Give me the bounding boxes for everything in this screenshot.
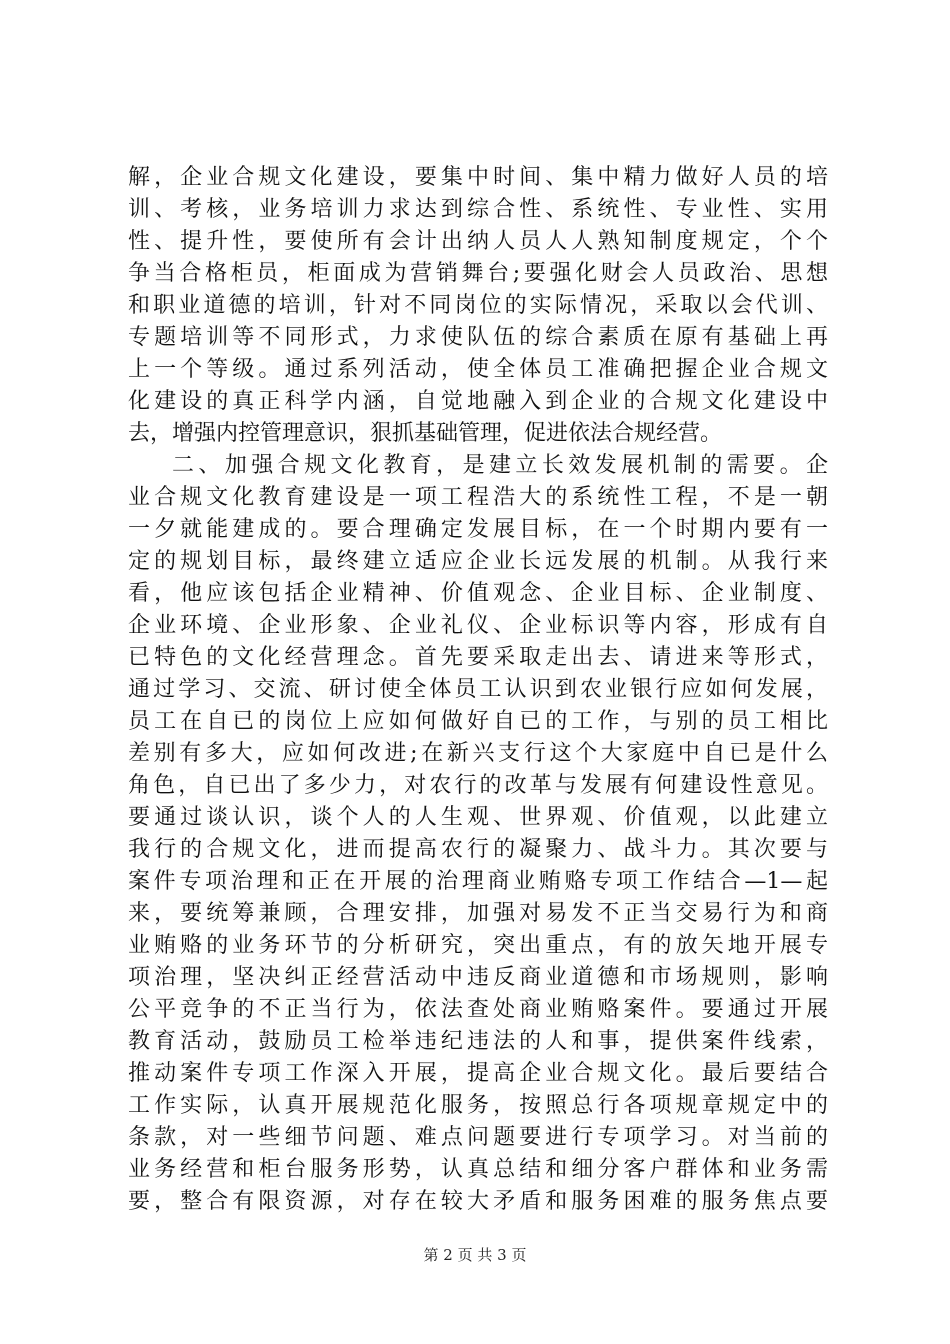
text-line: 去，增强内控管理意识，狠抓基础管理，促进依法合规经营。: [128, 421, 723, 446]
text-line: 工作实际，认真开展规范化服务，按照总行各项规章规定中的: [128, 1093, 828, 1118]
text-line: 业贿赂的业务环节的分析研究，突出重点，有的放矢地开展专: [128, 933, 828, 958]
text-line: 条款，对一些细节问题、难点问题要进行专项学习。对当前的: [128, 1125, 828, 1150]
text-line: 训、考核，业务培训力求达到综合性、系统性、专业性、实用: [128, 197, 828, 222]
text-line: 一夕就能建成的。要合理确定发展目标，在一个时期内要有一: [128, 517, 828, 542]
text-line: 要通过谈认识，谈个人的人生观、世界观、价值观，以此建立: [128, 805, 828, 830]
body-text: [128, 162, 828, 1218]
text-line: 二、加强合规文化教育，是建立长效发展机制的需要。企: [172, 453, 828, 478]
text-line: 定的规划目标，最终建立适应企业长远发展的机制。从我行来: [128, 549, 828, 574]
text-line: 企业环境、企业形象、企业礼仪、企业标识等内容，形成有自: [128, 613, 828, 638]
text-line: 推动案件专项工作深入开展，提高企业合规文化。最后要结合: [128, 1061, 828, 1086]
text-line: 要，整合有限资源，对存在较大矛盾和服务困难的服务焦点要: [128, 1189, 828, 1214]
text-line: 性、提升性，要使所有会计出纳人员人人熟知制度规定，个个: [128, 229, 828, 254]
text-line: 专题培训等不同形式，力求使队伍的综合素质在原有基础上再: [128, 325, 828, 350]
text-line: 员工在自已的岗位上应如何做好自已的工作，与别的员工相比: [128, 709, 828, 734]
text-line: 看，他应该包括企业精神、价值观念、企业目标、企业制度、: [128, 581, 828, 606]
text-line: 解，企业合规文化建设，要集中时间、集中精力做好人员的培: [128, 165, 828, 190]
text-line: 角色，自已出了多少力，对农行的改革与发展有何建设性意见。: [128, 773, 828, 798]
text-line: 化建设的真正科学内涵，自觉地融入到企业的合规文化建设中: [128, 389, 828, 414]
text-line: 业务经营和柜台服务形势，认真总结和细分客户群体和业务需: [128, 1157, 828, 1182]
text-line: 来，要统筹兼顾，合理安排，加强对易发不正当交易行为和商: [128, 901, 828, 926]
text-line: 项治理，坚决纠正经营活动中违反商业道德和市场规则，影响: [128, 965, 828, 990]
text-line: 已特色的文化经营理念。首先要采取走出去、请进来等形式，: [128, 645, 828, 670]
text-line: 教育活动，鼓励员工检举违纪违法的人和事，提供案件线索，: [128, 1029, 828, 1054]
text-line: 通过学习、交流、研讨使全体员工认识到农业银行应如何发展，: [128, 677, 828, 702]
text-line: 上一个等级。通过系列活动，使全体员工准确把握企业合规文: [128, 357, 828, 382]
text-line: 公平竞争的不正当行为，依法查处商业贿赂案件。要通过开展: [128, 997, 828, 1022]
text-line: 和职业道德的培训，针对不同岗位的实际情况，采取以会代训、: [128, 293, 828, 318]
text-line: 案件专项治理和正在开展的治理商业贿赂专项工作结合—1—起: [128, 869, 828, 894]
text-line: 我行的合规文化，进而提高农行的凝聚力、战斗力。其次要与: [128, 837, 828, 862]
page-footer: 第 2 页 共 3 页: [423, 1246, 527, 1264]
text-line: 争当合格柜员，柜面成为营销舞台;要强化财会人员政治、思想: [128, 261, 828, 286]
text-line: 业合规文化教育建设是一项工程浩大的系统性工程，不是一朝: [128, 485, 828, 510]
text-line: 差别有多大，应如何改进;在新兴支行这个大家庭中自已是什么: [128, 741, 828, 766]
